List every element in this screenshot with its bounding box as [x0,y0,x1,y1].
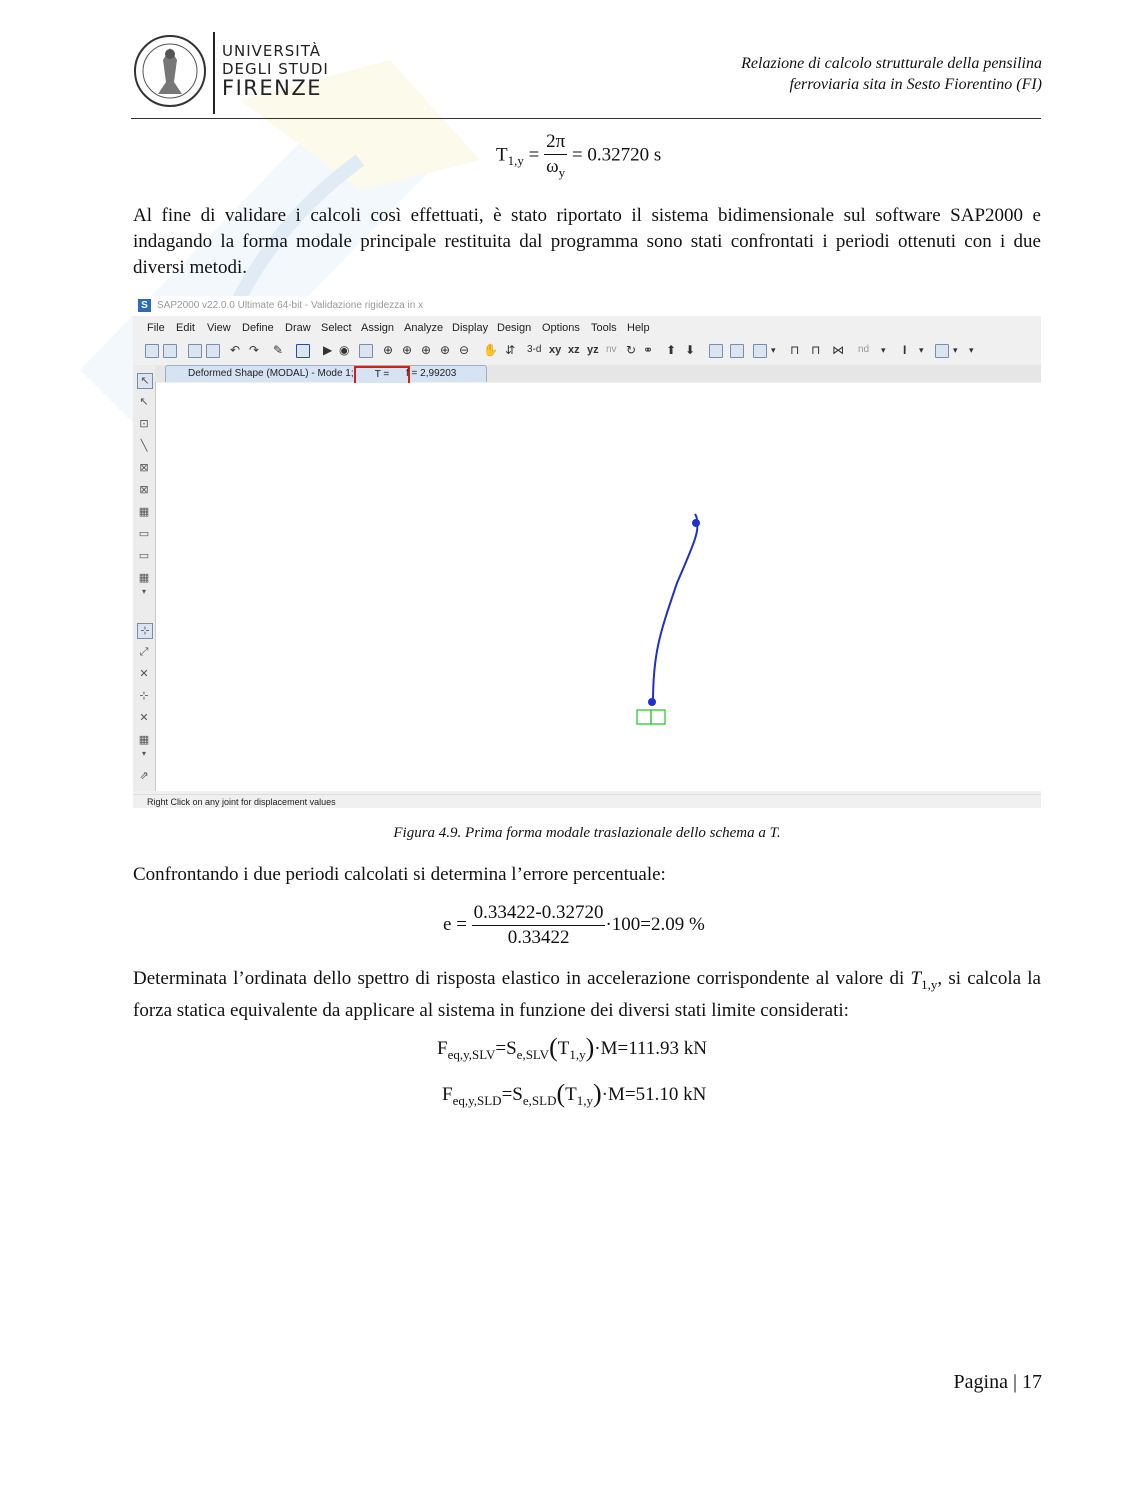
tab-deformed-shape[interactable] [165,365,487,394]
view-xz-button[interactable]: xz [568,344,580,356]
eq3-f: F [437,1038,448,1059]
redo-icon[interactable]: ↷ [249,343,260,357]
view-xy-button[interactable]: xy [549,344,562,356]
equation-force-sld: $F_{eq,y,SLD}=S_{e,SLD}(T_{1,y})\cdot M=51.10$ kN [442,1079,707,1108]
check-icon[interactable] [730,344,744,358]
eq3-s: =S [495,1038,517,1059]
quick-draw-icon[interactable]: ⇗ [139,770,149,782]
paragraph-comparison: Confrontando i due periodi calcolati si determina l’errore percentuale: [133,864,666,885]
menu-tools[interactable]: Tools [591,322,617,334]
draw-area-icon[interactable]: ▭ [138,528,150,540]
university-name-line3: FIRENZE [222,76,322,100]
header-title-line2: ferroviaria sita in Sesto Fiorentino (FI) [789,76,1042,93]
p3-text-after: , si calcola la forza statica equivalente da applicare al sistema in funzione dei diversi stati limite considerati: [133,968,1041,1021]
eq3-t: T [557,1038,570,1059]
undo-icon[interactable]: ↶ [230,343,241,357]
more-tools-arrow-icon[interactable]: ▾ [141,587,146,596]
section-icon[interactable]: I [903,343,907,357]
snap-end-icon[interactable]: ⤢ [139,646,149,658]
left-toolbar [133,365,156,791]
dropdown-arrow-icon[interactable]: ▾ [969,345,974,355]
top-joint[interactable] [692,519,700,527]
eq1-denominator [546,155,565,181]
view-nv-button[interactable]: nv [606,344,617,355]
eq1-result: = 0.32720 s [571,144,662,166]
draw-grid-icon[interactable]: ▦ [138,506,150,518]
lock-icon[interactable] [296,344,310,358]
display-icon[interactable] [359,344,373,358]
eq1-lhs-sub: 1,y [507,153,524,169]
eq3-t-sub: 1,y [569,1046,586,1062]
portal-frame-icon[interactable]: ⊓ [811,343,821,357]
open-icon[interactable] [163,344,177,358]
menu-edit[interactable]: Edit [176,322,195,334]
run-analysis-icon[interactable]: ◉ [339,343,350,357]
eq3-result: ·M=111.93 kN [594,1038,708,1059]
zoom-previous-icon[interactable]: ⊖ [459,343,470,357]
p3-variable-sub: 1,y [921,976,938,992]
eq4-s-sub: e,SLD [522,1092,557,1108]
print-icon[interactable] [206,344,220,358]
eq1-den-symbol: ω [546,156,559,177]
equation-force-slv: $F_{eq,y,SLV}=S_{e,SLV}(T_{1,y})\cdot M=111.93$ kN [437,1033,708,1062]
view-yz-button[interactable]: yz [587,344,599,356]
eq1-lhs: T [496,144,508,166]
menu-select[interactable]: Select [321,322,352,334]
page-footer: Pagina | 17 [953,1371,1042,1393]
menu-help[interactable]: Help [627,322,650,334]
sap2000-screenshot [133,296,1041,808]
pencil-icon[interactable]: ✎ [273,343,284,357]
page-label: Pagina [953,1371,1008,1393]
reshape-icon[interactable]: ↖ [139,396,149,408]
figure-caption: Figura 4.9. Prima forma modale traslazionale dello schema a T. [393,825,781,841]
zoom-in-icon[interactable]: ⊕ [402,343,413,357]
zoom-window-icon[interactable]: ⊕ [383,343,394,357]
object-shrink-icon[interactable] [709,344,723,358]
eq2-denominator: 0.33422 [507,927,570,948]
paragraph-spectrum [133,966,1041,1024]
university-name-line2: DEGLI STUDI [222,60,329,78]
snap-intersection-icon[interactable]: ✕ [139,668,149,680]
eq1-den-sub: y [558,164,566,180]
deformed-shape-curve [653,523,697,702]
draw-mesh-icon[interactable]: ▦ [138,572,150,584]
status-text: Right Click on any joint for displacement values [147,797,336,807]
menu-design[interactable]: Design [497,322,532,334]
eq3-f-sub: eq,y,SLV [447,1046,496,1062]
eq4-f-sub: eq,y,SLD [452,1092,502,1108]
eq2-result: ·100=2.09 % [605,913,705,935]
eq1-numerator: 2π [544,131,567,155]
eq4-t-sub: 1,y [576,1092,593,1108]
set-display-icon[interactable] [753,344,767,358]
rotate-view-icon[interactable]: ↻ [626,343,637,357]
snap-grid-icon[interactable]: ▦ [138,734,150,746]
equation-period: $T_{1,y}$ = $\frac{2\pi}{\omega_y}$ = 0.32720 s [496,131,662,180]
p3-variable: T [910,968,922,989]
menu-file[interactable]: File [147,322,165,334]
draw-brace-icon[interactable]: ⊠ [139,484,149,496]
highlighted-period: T = 0,33422; [354,366,410,385]
model-canvas[interactable] [156,383,1041,791]
eq4-t: T [565,1084,577,1105]
equation-error: e = $\frac{0.33422-0.32720}{0.33422}$ ·100=2.09 % [443,902,705,948]
up-icon[interactable]: ⬆ [666,343,677,357]
frame-icon[interactable]: ⊓ [790,343,800,357]
down-icon[interactable]: ⬇ [685,343,696,357]
main-toolbar [133,339,1041,361]
save-icon[interactable] [188,344,202,358]
draw-joint-icon[interactable]: ⊡ [139,418,149,430]
perspective-icon[interactable]: ⚭ [643,343,654,357]
p3-text-before: Determinata l’ordinata dello spettro di risposta elastico in accelerazione corrispondente al valore di [133,968,911,989]
eq4-result: ·M=51.10 kN [601,1084,707,1105]
dropdown-arrow-icon[interactable]: ▾ [953,345,958,355]
run-icon[interactable]: ▶ [323,343,333,357]
zoom-extents-icon[interactable]: ⊕ [440,343,451,357]
logo-divider [213,32,215,114]
area-icon[interactable] [935,344,949,358]
draw-frame-icon[interactable]: ╲ [140,440,148,452]
window-titlebar [133,296,1041,316]
eq4-s: =S [501,1084,523,1105]
eq4-f: F [442,1084,453,1105]
new-model-icon[interactable] [145,344,159,358]
paragraph-validation: Al fine di validare i calcoli così effettuati, è stato riportato il sistema bidimensionale sul software SAP2000 e indagando la forma modale principale restituita dal programma sono stati confrontati i periodi ottenuti con i due diversi metodi. [133,205,1041,278]
eq3-s-sub: e,SLV [516,1046,550,1062]
snap-perpendicular-icon[interactable]: ⊹ [139,690,149,702]
dropdown-arrow-icon[interactable]: ▾ [771,345,776,355]
dropdown-arrow-icon[interactable]: ▾ [881,345,886,355]
header-title-line1: Relazione di calcolo strutturale della pensilina [741,55,1042,72]
university-name-line1: UNIVERSITÀ [222,42,321,60]
nd-button[interactable]: nd [858,344,870,355]
menu-options[interactable]: Options [542,322,580,334]
draw-rect-area-icon[interactable]: ▭ [138,550,150,562]
page-number: 17 [1022,1371,1042,1393]
menu-assign[interactable]: Assign [361,322,395,334]
menu-analyze[interactable]: Analyze [404,322,444,334]
eq2-numerator: 0.33422-0.32720 [472,902,606,926]
sap-app-icon: S [138,299,151,312]
eq2-lhs: e [443,913,452,935]
truss-icon[interactable]: ⋈ [832,343,844,357]
snap-joint-icon[interactable]: ⊹ [137,623,153,639]
header-rule [131,118,1041,119]
tab-label: Deformed Shape (MODAL) - Mode 1; [188,368,354,379]
eq1-fraction [544,131,567,181]
dropdown-arrow-icon[interactable]: ▾ [919,345,924,355]
menu-define[interactable]: Define [242,322,274,334]
menu-bar [133,318,1041,338]
draw-cable-icon[interactable]: ⊠ [139,462,149,474]
university-seal-logo [133,34,207,108]
snap-line-icon[interactable]: ✕ [139,712,149,724]
rotate-icon[interactable]: ⇵ [505,343,516,357]
tab-frequency: f = 2,99203 [406,368,457,379]
menu-view[interactable]: View [207,322,231,334]
tab-bar [155,365,1041,394]
zoom-out-icon[interactable]: ⊕ [421,343,432,357]
restraint-right [651,710,665,724]
pointer-icon[interactable]: ↖ [137,373,153,389]
status-bar [133,794,1041,808]
pan-icon[interactable]: ✋ [483,343,498,357]
more-snaps-arrow-icon[interactable]: ▾ [141,749,146,758]
restraint-left [637,710,651,724]
eq2-fraction [472,902,606,949]
menu-display[interactable]: Display [452,322,489,334]
view-3d-button[interactable]: 3-d [527,344,542,355]
menu-draw[interactable]: Draw [285,322,311,334]
base-joint[interactable] [648,698,656,706]
window-title: SAP2000 v22.0.0 Ultimate 64-bit - Validazione rigidezza in x [157,300,424,311]
